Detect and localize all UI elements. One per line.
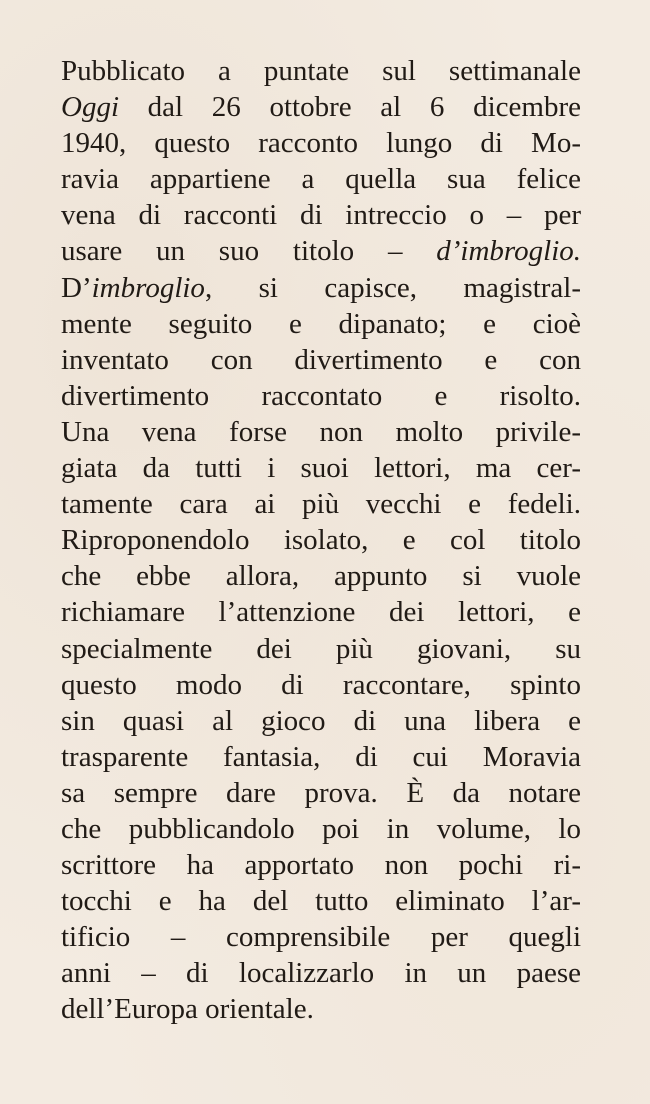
text-line: dell’Europa orientale.	[61, 993, 314, 1026]
text-line: divertimento raccontato e risolto.	[61, 379, 581, 412]
text-line: mente seguito e dipanato; e cioè	[61, 307, 581, 340]
text-line: giata da tutti i suoi lettori, ma cer-	[61, 452, 581, 485]
text-line	[61, 89, 581, 125]
text-line: Riproponendolo isolato, e col titolo	[61, 524, 581, 557]
italic-word-imbroglio: imbroglio	[91, 271, 205, 304]
text-fragment: usare un suo titolo –	[61, 235, 437, 268]
text-line: ravia appartiene a quella sua felice	[61, 163, 581, 196]
text-line: specialmente dei più giovani, su	[61, 632, 581, 665]
text-line: trasparente fantasia, di cui Moravia	[61, 740, 581, 773]
magazine-title-oggi: Oggi	[61, 91, 119, 124]
text-line: inventato con divertimento e con	[61, 343, 581, 376]
text-line: Pubblicato a puntate sul settimanale	[61, 55, 581, 87]
text-line: che ebbe allora, appunto si vuole	[61, 560, 581, 593]
text-line: scrittore ha apportato non pochi ri-	[61, 849, 581, 882]
text-line: vena di racconti di intreccio o – per	[61, 199, 581, 232]
text-line: questo modo di raccontare, spinto	[61, 668, 581, 701]
text-line: richiamare l’attenzione dei lettori, e	[61, 596, 581, 629]
text-line: sa sempre dare prova. È da notare	[61, 776, 581, 809]
text-fragment: D’	[61, 271, 92, 304]
text-line: che pubblicandolo poi in volume, lo	[61, 812, 581, 845]
text-fragment: dal 26 ottobre al 6 dicembre	[119, 91, 581, 124]
text-line: Una vena forse non molto privile-	[61, 415, 581, 448]
text-line: anni – di localizzarlo in un paese	[61, 957, 581, 990]
text-fragment: , si capisce, magistral-	[204, 271, 581, 304]
text-line	[61, 233, 581, 269]
text-line	[61, 270, 581, 306]
text-line: tocchi e ha del tutto eliminato l’ar-	[61, 885, 581, 918]
text-line: tamente cara ai più vecchi e fedeli.	[61, 488, 581, 521]
text-line: sin quasi al gioco di una libera e	[61, 704, 581, 737]
text-line: 1940, questo racconto lungo di Mo-	[61, 127, 581, 160]
blurb-paragraph	[61, 53, 581, 1028]
italic-title-imbroglio: d’imbroglio.	[436, 235, 581, 268]
text-line: tificio – comprensibile per quegli	[61, 921, 581, 954]
